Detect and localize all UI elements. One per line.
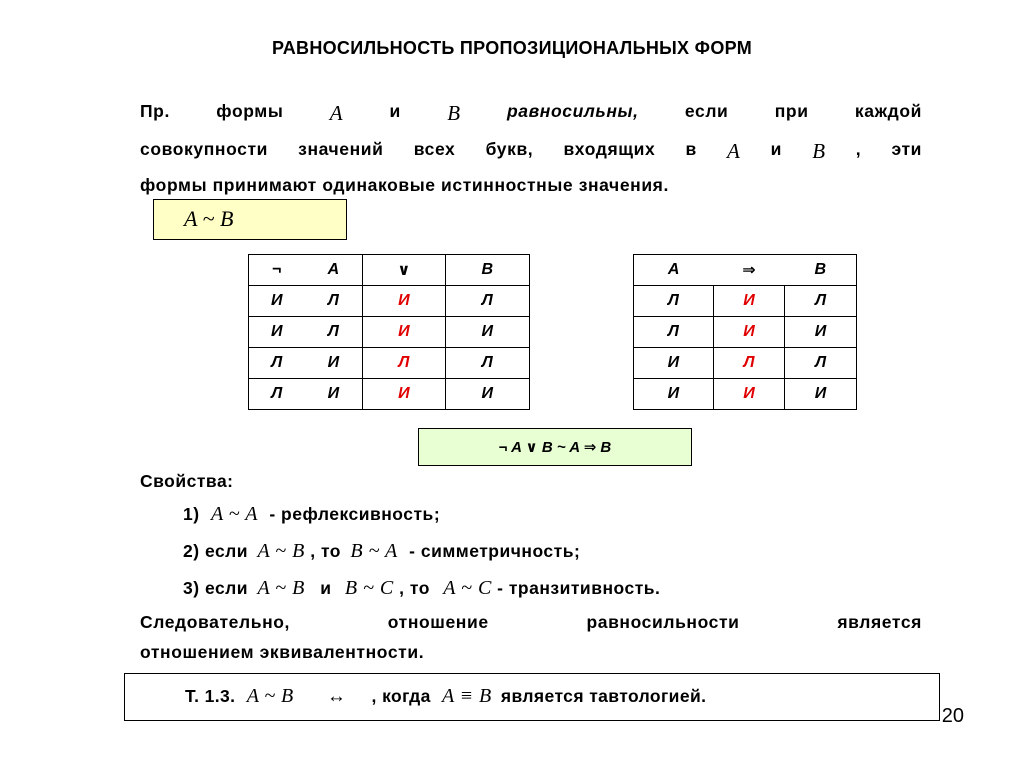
header-cell: A [634, 255, 714, 286]
word: эти [891, 139, 922, 159]
definition-line-2 [140, 139, 922, 164]
word: всех [413, 139, 456, 159]
definition-line-1 [140, 101, 922, 126]
letter-b: B [447, 101, 461, 125]
property-number: 1) [183, 504, 200, 524]
theorem-expression: A ≡ B [442, 685, 492, 707]
table-cell: Л [249, 379, 305, 410]
word: значений [298, 139, 384, 159]
equivalence-result-box [418, 428, 692, 466]
word: является тавтологией. [500, 686, 707, 706]
table-cell: И [785, 379, 857, 410]
property-expression: A ~ A [210, 503, 258, 525]
word: при [774, 101, 809, 121]
term-equivalent: равносильны, [507, 101, 639, 121]
table-cell-result: Л [363, 348, 445, 379]
word: и [770, 139, 783, 159]
word: в [685, 139, 697, 159]
table-row [249, 379, 530, 410]
word: равносильности [586, 612, 740, 632]
theorem-label: Т. 1.3. [185, 686, 236, 706]
word: и [389, 101, 401, 121]
property-description: - транзитивность. [497, 578, 661, 598]
word: если [204, 541, 249, 561]
letter-a: A [329, 101, 344, 125]
conclusion-line-2: отношением эквивалентности. [140, 642, 425, 662]
table-row [249, 286, 530, 317]
table-row [249, 317, 530, 348]
property-transitivity [183, 577, 660, 600]
header-cell: ∨ [363, 255, 445, 286]
table-cell: И [785, 317, 857, 348]
table-cell: И [305, 379, 363, 410]
theorem-box [124, 673, 940, 721]
theorem-expression: A ~ B [246, 685, 294, 707]
theorem-text [185, 685, 706, 708]
comma: , [855, 139, 862, 159]
property-expression: A ~ B [257, 540, 305, 562]
table-cell-result: И [363, 317, 445, 348]
word: является [837, 612, 922, 632]
truth-table-left [248, 254, 530, 410]
table-cell: Л [785, 286, 857, 317]
table-row [634, 379, 857, 410]
letter-b: B [812, 139, 826, 163]
table-row [634, 317, 857, 348]
table-cell: Л [445, 286, 529, 317]
equivalence-result: ¬ A ∨ B ~ A ⇒ B [498, 439, 612, 456]
word: Следовательно, [140, 612, 291, 632]
table-header-row [634, 255, 857, 286]
property-reflexivity [183, 503, 440, 526]
header-cell: B [785, 255, 857, 286]
table-cell-result: Л [713, 348, 784, 379]
word: , то [399, 578, 430, 598]
property-expression: B ~ A [350, 540, 398, 562]
property-expression: A ~ C [443, 577, 492, 599]
table-cell: Л [634, 286, 714, 317]
property-description: - рефлексивность; [269, 504, 441, 524]
iff-symbol: ↔ [326, 686, 347, 707]
table-header-row [249, 255, 530, 286]
property-number: 2) [183, 541, 200, 561]
table-cell: И [249, 317, 305, 348]
table-cell: Л [785, 348, 857, 379]
table-cell-result: И [713, 379, 784, 410]
definition-line-3: формы принимают одинаковые истинностные значения. [140, 175, 669, 195]
word: , то [310, 541, 341, 561]
word: если [684, 101, 729, 121]
table-cell: Л [305, 317, 363, 348]
word: Пр. [140, 101, 170, 121]
table-cell: И [305, 348, 363, 379]
word: каждой [854, 101, 922, 121]
page-number: 20 [941, 705, 964, 727]
table-cell: И [445, 317, 529, 348]
word: букв, [485, 139, 534, 159]
table-row [249, 348, 530, 379]
table-cell: И [634, 348, 714, 379]
property-number: 3) [183, 578, 200, 598]
table-cell-result: И [363, 286, 445, 317]
table-cell-result: И [363, 379, 445, 410]
table-cell: Л [634, 317, 714, 348]
word: если [204, 578, 249, 598]
property-expression: A ~ B [257, 577, 305, 599]
table-cell: Л [305, 286, 363, 317]
page-title: РАВНОСИЛЬНОСТЬ ПРОПОЗИЦИОНАЛЬНЫХ ФОРМ [272, 38, 752, 58]
equivalence-notation-box [153, 199, 347, 240]
table-cell: И [249, 286, 305, 317]
word: отношение [387, 612, 489, 632]
conclusion-line-1 [140, 612, 922, 633]
word: входящих [563, 139, 656, 159]
table-row [634, 286, 857, 317]
table-row [634, 348, 857, 379]
table-cell: И [634, 379, 714, 410]
property-symmetry [183, 540, 580, 563]
table-cell: И [445, 379, 529, 410]
header-cell: B [445, 255, 529, 286]
equivalence-notation: A ~ B [184, 206, 234, 231]
truth-table-right [633, 254, 857, 410]
word: формы [216, 101, 284, 121]
word: совокупности [140, 139, 268, 159]
table-cell: Л [445, 348, 529, 379]
header-cell: A [305, 255, 363, 286]
word: и [320, 578, 332, 598]
header-cell: ⇒ [713, 255, 784, 286]
property-expression: B ~ C [344, 577, 394, 599]
word: , когда [371, 686, 431, 706]
table-cell: Л [249, 348, 305, 379]
letter-a: A [727, 139, 741, 163]
property-description: - симметричность; [409, 541, 581, 561]
properties-heading: Свойства: [140, 471, 234, 491]
header-cell: ¬ [249, 255, 305, 286]
table-cell-result: И [713, 317, 784, 348]
table-cell-result: И [713, 286, 784, 317]
